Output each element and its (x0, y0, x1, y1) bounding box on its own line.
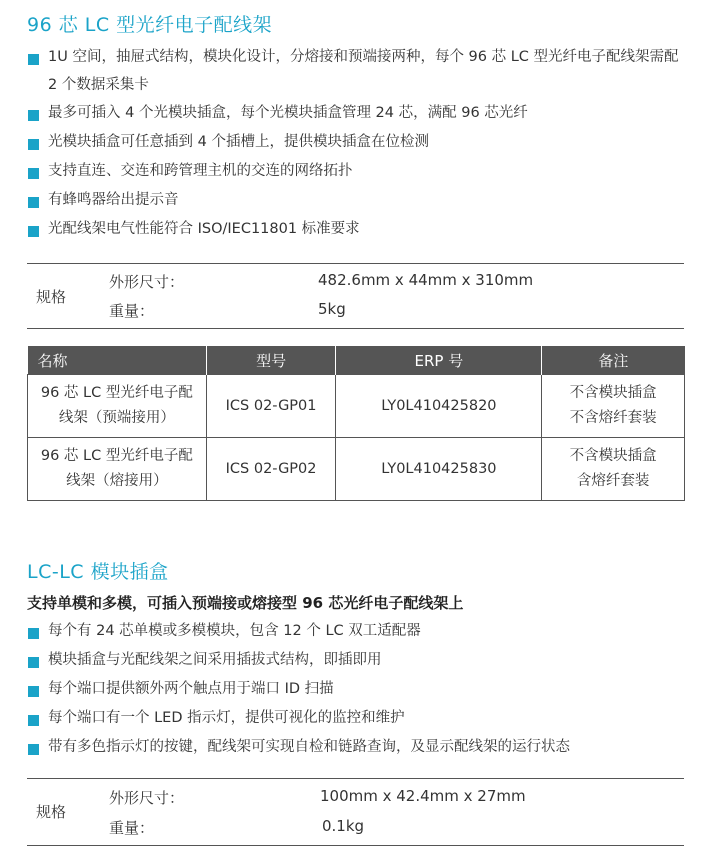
cell-model: ICS 02-GP01 (206, 375, 336, 438)
spec-key-weight: 重量： (109, 819, 155, 837)
list-item: 带有多色指示灯的按键，配线架可实现自检和链路查询，及显示配线架的运行状态 (27, 733, 691, 762)
section2-subtitle: 支持单模和多模，可插入预端接或熔接型 96 芯光纤电子配线架上 (27, 594, 464, 612)
square-bullet-icon (28, 744, 39, 755)
spec-key-dimensions: 外形尺寸： (109, 789, 185, 807)
section2-spec-box (27, 778, 684, 846)
square-bullet-icon (28, 168, 39, 179)
square-bullet-icon (28, 54, 39, 65)
square-bullet-icon (28, 715, 39, 726)
section1-feature-list (27, 43, 691, 244)
cell-erp: LY0L410425820 (336, 375, 542, 438)
note-line: 不含模块插盒 (569, 448, 657, 464)
table-row (28, 375, 685, 438)
list-item: 有蜂鸣器给出提示音 (27, 186, 691, 215)
section1-spec-box (27, 263, 684, 329)
cell-erp: LY0L410425830 (336, 438, 542, 501)
square-bullet-icon (28, 197, 39, 208)
spec-label: 规格 (36, 288, 67, 306)
list-item: 1U 空间，抽屉式结构，模块化设计，分熔接和预端接两种，每个 96 芯 LC 型光纤电子配线架需配 2 个数据采集卡 (27, 43, 691, 99)
section2-feature-list (27, 617, 691, 762)
section1-title: 96 芯 LC 型光纤电子配线架 (27, 14, 273, 36)
list-item: 模块插盒与光配线架之间采用插拔式结构，即插即用 (27, 646, 691, 675)
column-header-erp: ERP 号 (336, 346, 542, 375)
column-header-name: 名称 (28, 346, 207, 375)
list-item: 每个端口提供额外两个触点用于端口 ID 扫描 (27, 675, 691, 704)
square-bullet-icon (28, 110, 39, 121)
list-item: 每个有 24 芯单模或多模模块，包含 12 个 LC 双工适配器 (27, 617, 691, 646)
list-item: 支持直连、交连和跨管理主机的交连的网络拓扑 (27, 157, 691, 186)
spec-label: 规格 (36, 803, 67, 821)
square-bullet-icon (28, 686, 39, 697)
cell-note (542, 375, 685, 438)
product-table (27, 346, 685, 501)
note-line: 不含熔纤套装 (569, 410, 657, 426)
section2-title: LC-LC 模块插盒 (27, 561, 169, 583)
spec-value-dimensions: 482.6mm x 44mm x 310mm (318, 271, 534, 289)
spec-value-weight: 0.1kg (322, 817, 365, 835)
spec-value-weight: 5kg (318, 300, 346, 318)
cell-model: ICS 02-GP02 (206, 438, 336, 501)
cell-note (542, 438, 685, 501)
column-header-note: 备注 (542, 346, 685, 375)
note-line: 不含模块插盒 (569, 385, 657, 401)
spec-key-dimensions: 外形尺寸： (109, 273, 185, 291)
cell-name: 96 芯 LC 型光纤电子配线架（熔接用） (28, 438, 207, 501)
table-header-row (28, 346, 685, 375)
list-item: 光模块插盒可任意插到 4 个插槽上，提供模块插盒在位检测 (27, 128, 691, 157)
note-line: 含熔纤套装 (576, 473, 650, 489)
list-item: 最多可插入 4 个光模块插盒，每个光模块插盒管理 24 芯，满配 96 芯光纤 (27, 99, 691, 128)
column-header-model: 型号 (206, 346, 336, 375)
list-item: 光配线架电气性能符合 ISO/IEC11801 标准要求 (27, 215, 691, 244)
square-bullet-icon (28, 226, 39, 237)
spec-key-weight: 重量： (109, 302, 155, 320)
square-bullet-icon (28, 628, 39, 639)
spec-value-dimensions: 100mm x 42.4mm x 27mm (320, 787, 526, 805)
list-item: 每个端口有一个 LED 指示灯，提供可视化的监控和维护 (27, 704, 691, 733)
square-bullet-icon (28, 657, 39, 668)
square-bullet-icon (28, 139, 39, 150)
table-row (28, 438, 685, 501)
cell-name: 96 芯 LC 型光纤电子配线架（预端接用） (28, 375, 207, 438)
